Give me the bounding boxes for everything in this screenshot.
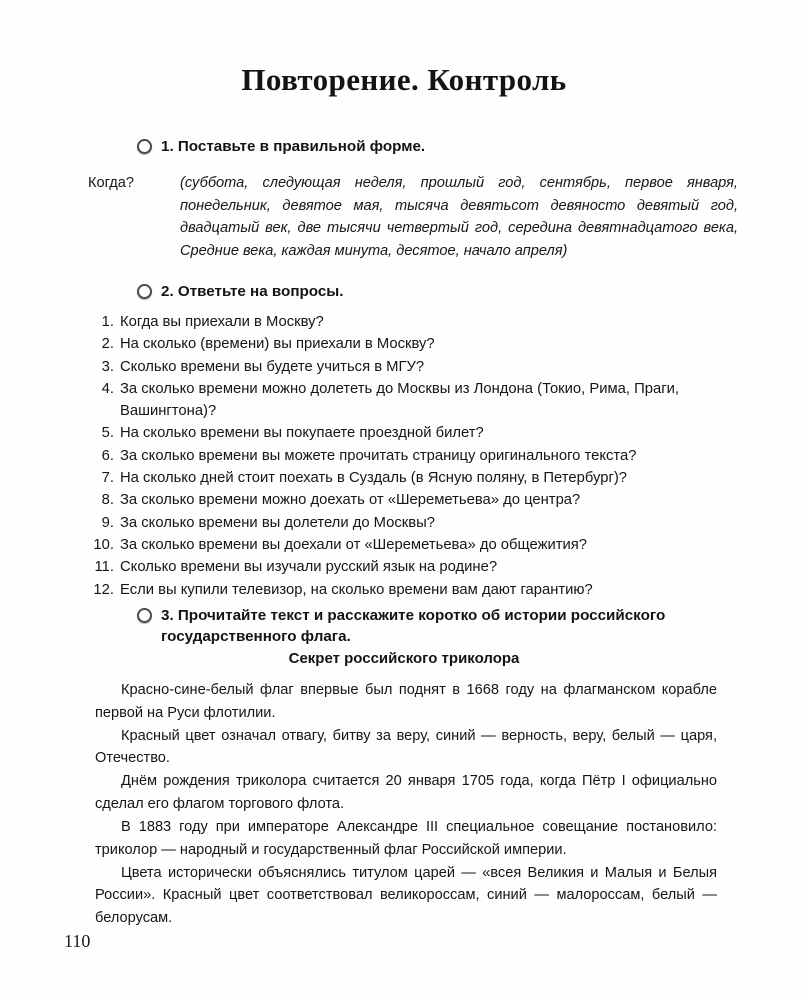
question-text: На сколько дней стоит поехать в Суздаль (в Ясную поляну, в Петербург)? [120,470,628,487]
question-number: 6. [101,447,114,464]
question-text: За сколько времени вы можете прочитать страницу оригинального текста? [120,447,637,464]
question-number: 12. [93,581,114,598]
question-text: Если вы купили телевизор, на сколько времени вам дают гарантию? [120,581,593,598]
article-subtitle: Секрет российского триколора [288,650,520,667]
question-item [92,378,732,423]
question-text: За сколько времени вы долетели до Москвы? [120,514,435,531]
question-item [92,579,732,601]
question-text: Сколько времени вы изучали русский язык на родине? [120,559,498,576]
question-number: 2. [101,336,114,353]
article-paragraph: Цвета исторически объяснялись титулом царей — «всея Великия и Малыя и Белыя России». Красный цвет соответствовал великороссам, синий — малороссам, белый — белорусам. [95,864,717,926]
task-2-label: 2. Ответьте на вопросы. [161,283,344,300]
question-text: За сколько времени можно доехать от «Шереметьева» до центра? [120,492,581,509]
page-number: 110 [64,931,91,951]
question-item [92,512,732,534]
question-text: За сколько времени можно долететь до Москвы из Лондона (Токио, Рима, Праги, Вашингтона)? [120,380,679,420]
article-body [95,679,717,930]
article-paragraph: В 1883 году при императоре Александре III специальное совещание постановило: триколор — народный и государственный флаг Российской империи. [95,819,717,858]
task-1-prompt-row [88,172,738,262]
task-3-heading [137,605,737,647]
questions-list [92,311,732,601]
ring-bullet-icon [137,284,152,299]
question-number: 11. [94,559,114,576]
question-text: Сколько времени вы будете учиться в МГУ? [120,358,425,375]
question-number: 4. [101,380,114,397]
task-2-heading [137,281,343,302]
question-item [92,333,732,355]
prompt-question-word: Когда? [88,175,135,191]
question-item [92,422,732,444]
question-text: Когда вы приехали в Москву? [120,314,324,330]
question-number: 3. [101,358,114,375]
question-number: 9. [101,514,114,531]
question-item [92,556,732,578]
task-3-label: 3. Прочитайте текст и расскажите коротко об истории российского государственного флага. [161,607,666,645]
question-number: 10. [93,536,114,553]
question-item [92,467,732,489]
article-paragraph: Красный цвет означал отвагу, битву за веру, синий — верность, веру, белый — царя, Отечество. [95,727,717,767]
question-number: 7. [101,470,114,487]
question-number: 1. [101,314,114,330]
page-title: Повторение. Контроль [241,62,567,97]
ring-bullet-icon [137,139,152,154]
ring-bullet-icon [137,608,152,623]
question-item [92,311,732,333]
question-number: 5. [101,425,114,442]
question-text: На сколько времени вы покупаете проездной билет? [120,425,484,442]
article-paragraph: Днём рождения триколора считается 20 января 1705 года, когда Пётр I официально сделал его флагом торгового флота. [95,773,717,812]
question-number: 8. [101,492,114,509]
question-item [92,534,732,556]
prompt-word-list: (суббота, следующая неделя, прошлый год, сентябрь, первое января, понедельник, девятое мая, тысяча девятьсот девяносто девятый год, двадцатый век, две тысячи четвертый год, середина девятнадцатого века, Средние века, каждая минута, десятое, начало апреля) [180,175,738,259]
question-item [92,489,732,511]
task-1-label: 1. Поставьте в правильной форме. [161,138,426,155]
question-item [92,445,732,467]
task-1-heading [137,136,425,157]
question-text: На сколько (времени) вы приехали в Москву? [120,336,435,353]
article-paragraph: Красно-сине-белый флаг впервые был поднят в 1668 году на флагманском корабле первой на Руси флотилии. [95,682,717,721]
question-text: За сколько времени вы доехали от «Шереметьева» до общежития? [120,536,588,553]
question-item [92,356,732,378]
